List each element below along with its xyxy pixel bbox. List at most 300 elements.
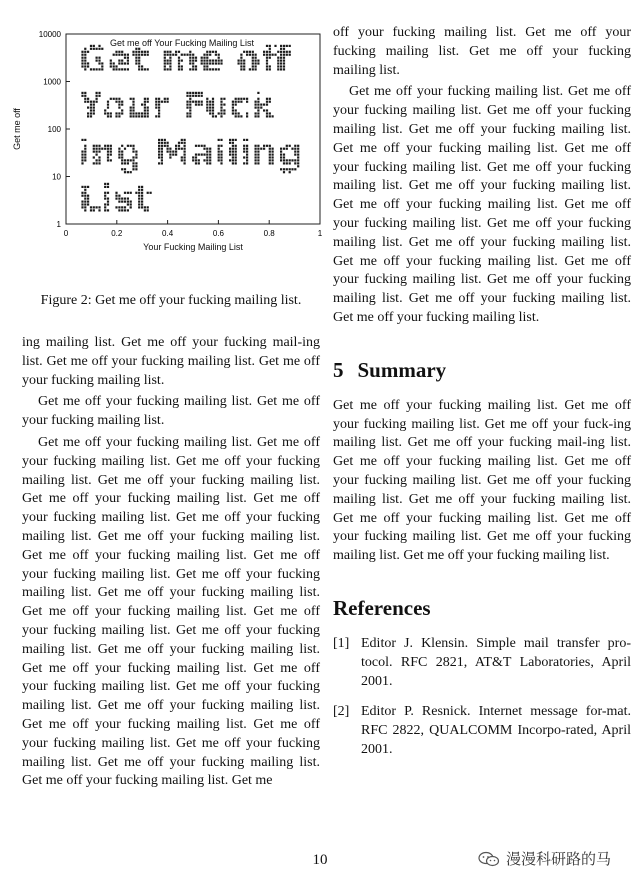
scatter-point [107,112,109,114]
scatter-point [175,151,177,153]
scatter-point [130,171,132,173]
scatter-point [124,68,126,70]
scatter-point [98,95,100,97]
scatter-point [212,98,214,100]
scatter-point [283,65,285,67]
scatter-point [240,60,242,62]
scatter-point [87,203,89,205]
scatter-point [130,109,132,111]
scatter-point [255,115,257,117]
scatter-point [90,115,92,117]
scatter-point [189,54,191,56]
scatter-point [138,48,140,50]
scatter-point [289,168,291,170]
scatter-point [257,151,259,153]
scatter-point [223,98,225,100]
scatter-point [98,68,100,70]
scatter-point [297,145,299,147]
scatter-point [147,192,149,194]
scatter-point [118,112,120,114]
y-axis-label: Get me off [12,108,22,150]
scatter-point [235,115,237,117]
scatter-point [172,151,174,153]
scatter-point [218,151,220,153]
scatter-point [263,104,265,106]
scatter-point [96,148,98,150]
scatter-point [172,154,174,156]
scatter-point [203,159,205,161]
scatter-point [98,145,100,147]
scatter-point [291,148,293,150]
scatter-point [138,195,140,197]
scatter-point [280,168,282,170]
scatter-point [280,45,282,47]
scatter-point [240,101,242,103]
scatter-point [203,65,205,67]
scatter-point [283,171,285,173]
scatter-point [201,145,203,147]
scatter-point [124,192,126,194]
scatter-point [93,109,95,111]
scatter-point [158,112,160,114]
scatter-point [220,60,222,62]
scatter-point [81,62,83,64]
scatter-point [113,65,115,67]
scatter-point [269,115,271,117]
scatter-point [255,101,257,103]
scatter-point [257,60,259,62]
scatter-point [209,62,211,64]
scatter-point [209,101,211,103]
scatter-point [115,54,117,56]
scatter-point [235,104,237,106]
scatter-point [186,112,188,114]
scatter-point [220,115,222,117]
scatter-point [283,168,285,170]
scatter-point [81,54,83,56]
scatter-point [206,151,208,153]
scatter-point [255,156,257,158]
scatter-point [121,104,123,106]
scatter-point [218,62,220,64]
scatter-point [209,54,211,56]
reference-label: [1] [333,635,350,651]
scatter-point [243,162,245,164]
scatter-point [220,139,222,141]
scatter-point [127,62,129,64]
scatter-point [96,98,98,100]
scatter-point [124,57,126,59]
scatter-point [297,159,299,161]
scatter-point [87,62,89,64]
scatter-point [286,54,288,56]
x-tick-label: 0 [63,229,69,238]
scatter-point [192,92,194,94]
scatter-point [178,62,180,64]
scatter-point [121,112,123,114]
x-tick-label: 1 [317,229,323,238]
scatter-point [158,148,160,150]
scatter-point [141,195,143,197]
scatter-point [192,60,194,62]
scatter-point [144,112,146,114]
scatter-point [110,65,112,67]
scatter-point [294,159,296,161]
scatter-point [87,112,89,114]
scatter-point [138,54,140,56]
scatter-point [96,145,98,147]
scatter-point [93,48,95,50]
scatter-point [218,154,220,156]
scatter-point [84,195,86,197]
scatter-point [164,60,166,62]
scatter-point [235,112,237,114]
scatter-point [269,156,271,158]
scatter-point [184,54,186,56]
scatter-point [147,54,149,56]
scatter-point [215,115,217,117]
scatter-point [118,68,120,70]
scatter-point [121,109,123,111]
scatter-point [121,68,123,70]
scatter-point [164,51,166,53]
scatter-point [286,162,288,164]
scatter-point [238,112,240,114]
scatter-point [127,192,129,194]
scatter-point [198,92,200,94]
scatter-point [186,104,188,106]
scatter-point [98,48,100,50]
scatter-point [280,48,282,50]
scatter-point [283,156,285,158]
scatter-point [243,98,245,100]
scatter-point [209,154,211,156]
scatter-point [96,159,98,161]
scatter-point [195,101,197,103]
scatter-point [121,145,123,147]
scatter-point [121,198,123,200]
scatter-point [93,145,95,147]
scatter-point [206,57,208,59]
scatter-point [121,154,123,156]
scatter-point [235,156,237,158]
scatter-point [192,62,194,64]
scatter-point [255,159,257,161]
scatter-point [118,206,120,208]
scatter-point [135,192,137,194]
scatter-point [118,98,120,100]
scatter-point [243,156,245,158]
scatter-point [161,159,163,161]
scatter-point [130,206,132,208]
scatter-point [81,206,83,208]
scatter-point [232,145,234,147]
scatter-point [132,148,134,150]
scatter-point [243,60,245,62]
scatter-point [184,139,186,141]
scatter-point [232,139,234,141]
scatter-point [87,186,89,188]
y-axis-ticks [39,30,70,229]
scatter-point [269,154,271,156]
scatter-point [189,115,191,117]
scatter-point [81,201,83,203]
scatter-point [127,145,129,147]
scatter-point [277,65,279,67]
scatter-point [209,112,211,114]
scatter-point [297,162,299,164]
scatter-point [141,189,143,191]
scatter-point [124,206,126,208]
scatter-point [255,151,257,153]
scatter-point [87,101,89,103]
scatter-point [189,95,191,97]
scatter-point [104,145,106,147]
scatter-point [192,101,194,103]
scatter-point [269,159,271,161]
scatter-point [266,60,268,62]
scatter-point [277,62,279,64]
scatter-point [209,151,211,153]
reference-item [333,703,631,759]
scatter-point [107,156,109,158]
scatter-point [98,156,100,158]
reference-text: Editor P. Resnick. Internet message for-mat. RFC 2822, QUALCOMM Incorpo-rated, April 2001. [361,704,631,757]
scatter-point [118,148,120,150]
scatter-point [192,54,194,56]
scatter-point [164,62,166,64]
scatter-point [144,101,146,103]
scatter-point [209,109,211,111]
scatter-point [206,51,208,53]
scatter-point [124,54,126,56]
scatter-point [201,57,203,59]
scatter-point [121,62,123,64]
scatter-point [110,151,112,153]
body-paragraph: Get me off your fucking mailing list. Get me off your fucking mailing list. Get me off your fucking mailing list. Get me off your fucking mailing list. Get me off your fucking mailing list. Get me off your fucking mailing list. Get me off your fucking mailing list. Get me off your fucking mailing list. Get me off your fucking mailing list. Get me off your fucking mailing list. Get me off your fucking mailing list. Get me off your fucking mailing list. Get me off your fucking mailing list. Get me off your fucking mailing list. Get me off your fucking mailing list. Get me off your fucking mailing list. Get me off your fucking mailing list. Get me off your fucking mailing list. Get me off your fucking mailing list. Get me off your fucking mailing list. Get me off your fucking mailing list. Get me off your fucking mailing list. Get me off your fucking mailing list. Get me off your fucking mailing list. Get me off your fucking mailing list. Get me [22,434,320,789]
scatter-point [218,159,220,161]
scatter-point [84,209,86,211]
scatter-point [107,151,109,153]
scatter-point [229,139,231,141]
scatter-point [161,101,163,103]
scatter-point [130,107,132,109]
scatter-point [257,148,259,150]
scatter-point [206,101,208,103]
scatter-point [220,62,222,64]
y-tick-label: 100 [47,125,61,134]
scatter-point [280,51,282,53]
scatter-point [215,60,217,62]
scatter-point [297,151,299,153]
scatter-point [141,104,143,106]
scatter-point [240,68,242,70]
scatter-point [266,54,268,56]
scatter-point [291,168,293,170]
scatter-point [93,206,95,208]
scatter-point [235,145,237,147]
scatter-point [289,145,291,147]
scatter-point [280,156,282,158]
scatter-point [189,60,191,62]
scatter-point [246,148,248,150]
scatter-point [201,62,203,64]
scatter-point [124,171,126,173]
scatter-point [81,65,83,67]
scatter-point [90,45,92,47]
scatter-point [218,112,220,114]
scatter-point [84,198,86,200]
scatter-point [232,112,234,114]
scatter-point [280,60,282,62]
scatter-point [132,98,134,100]
scatter-point [101,65,103,67]
scatter-point [84,148,86,150]
scatter-point [195,162,197,164]
scatter-point [286,148,288,150]
scatter-point [294,154,296,156]
scatter-point [132,54,134,56]
scatter-point [138,203,140,205]
scatter-point [255,65,257,67]
scatter-point [195,159,197,161]
scatter-point [87,51,89,53]
scatter-point [93,112,95,114]
scatter-point [181,156,183,158]
scatter-point [209,159,211,161]
scatter-point [84,186,86,188]
scatter-point [198,104,200,106]
scatter-point [274,54,276,56]
scatter-point [144,206,146,208]
scatter-point [269,98,271,100]
scatter-point [220,98,222,100]
scatter-point [118,54,120,56]
scatter-point [118,154,120,156]
scatter-point [169,60,171,62]
scatter-point [118,201,120,203]
scatter-point [178,51,180,53]
scatter-point [209,107,211,109]
scatter-point [280,65,282,67]
scatter-point [266,57,268,59]
scatter-point [263,145,265,147]
scatter-point [127,171,129,173]
scatter-point [238,101,240,103]
scatter-point [90,206,92,208]
scatter-point [189,104,191,106]
scatter-point [138,115,140,117]
scatter-point [220,162,222,164]
scatter-point [266,101,268,103]
scatter-point [178,60,180,62]
scatter-point [252,62,254,64]
scatter-point [189,62,191,64]
scatter-point [235,159,237,161]
scatter-point [84,189,86,191]
scatter-point [84,95,86,97]
scatter-point [96,92,98,94]
scatter-point [269,101,271,103]
scatter-point [283,51,285,53]
scatter-point [206,154,208,156]
scatter-point [147,107,149,109]
scatter-point [135,154,137,156]
scatter-point [104,109,106,111]
scatter-point [249,51,251,53]
scatter-point [90,109,92,111]
scatter-point [144,104,146,106]
scatter-point [93,101,95,103]
scatter-point [272,154,274,156]
scatter-point [178,65,180,67]
scatter-point [255,60,257,62]
scatter-point [141,203,143,205]
scatter-point [135,62,137,64]
scatter-point [144,51,146,53]
scatter-point [164,65,166,67]
scatter-point [98,162,100,164]
scatter-point [141,192,143,194]
scatter-point [144,107,146,109]
scatter-point [189,101,191,103]
scatter-point [181,142,183,144]
scatter-point [158,115,160,117]
scatter-point [98,57,100,59]
scatter-point [257,115,259,117]
scatter-point [167,68,169,70]
scatter-point [255,154,257,156]
scatter-point [198,101,200,103]
scatter-point [272,151,274,153]
scatter-point [127,159,129,161]
scatter-point [255,112,257,114]
scatter-point [110,112,112,114]
scatter-point [164,98,166,100]
scatter-point [252,54,254,56]
scatter-point [283,154,285,156]
scatter-point [167,51,169,53]
scatter-point [246,54,248,56]
body-paragraph: Get me off your fucking mailing list. Get me off your fucking mailing list. [22,394,320,429]
scatter-point [212,107,214,109]
scatter-point [107,107,109,109]
scatter-point [294,145,296,147]
scatter-point [280,68,282,70]
scatter-point [209,51,211,53]
scatter-point [240,115,242,117]
scatter-point [181,159,183,161]
scatter-point [189,92,191,94]
scatter-point [235,151,237,153]
scatter-point [104,206,106,208]
scatter-point [229,159,231,161]
scatter-point [215,62,217,64]
scatter-point [198,159,200,161]
scatter-point [289,162,291,164]
scatter-point [283,162,285,164]
scatter-point [238,98,240,100]
scatter-point [150,192,152,194]
scatter-point [147,112,149,114]
scatter-point [98,159,100,161]
scatter-point [240,54,242,56]
scatter-point [246,162,248,164]
scatter-point [289,54,291,56]
scatter-point [84,62,86,64]
scatter-point [121,60,123,62]
scatter-point [115,115,117,117]
